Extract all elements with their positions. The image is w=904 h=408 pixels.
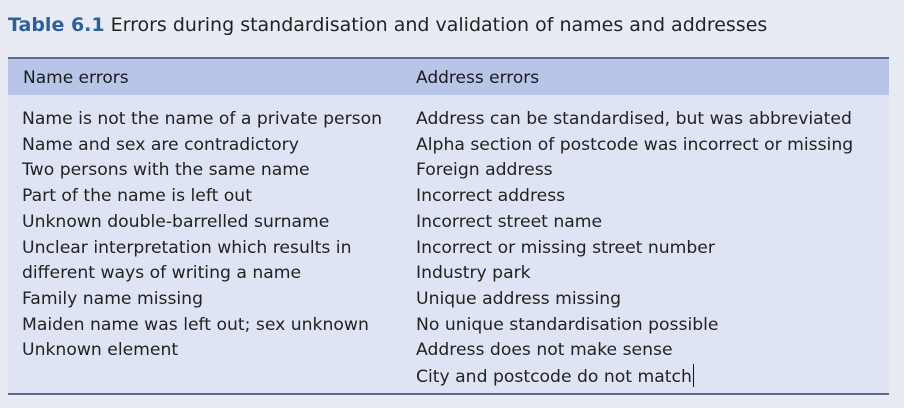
address-error-item: Address can be standardised, but was abbreviated [416, 109, 852, 129]
name-error-item: Part of the name is left out [22, 186, 252, 207]
name-error-item: Two persons with the same name [22, 160, 310, 181]
header-name-errors: Name errors [23, 68, 129, 88]
name-error-item: Maiden name was left out; sex unknown [22, 314, 369, 335]
table-header-row [8, 59, 889, 95]
address-error-item: No unique standardisation possible [416, 314, 719, 335]
name-error-item: Family name missing [22, 288, 203, 309]
address-error-item: Foreign address [416, 160, 553, 181]
address-error-item-last[interactable] [416, 364, 886, 391]
address-errors-column [416, 107, 886, 391]
table-caption [8, 12, 767, 38]
name-errors-column [22, 107, 402, 364]
address-error-item: Incorrect street name [416, 211, 603, 232]
name-error-item: Unknown double-barrelled surname [22, 211, 330, 232]
address-error-item: Alpha section of postcode was incorrect or missing [416, 134, 854, 155]
address-error-text: City and postcode do not match [416, 367, 692, 388]
table-title: Errors during standardisation and validation of names and addresses [110, 14, 768, 36]
text-cursor [693, 364, 694, 387]
address-error-item: Address does not make sense [416, 340, 673, 361]
header-address-errors: Address errors [416, 68, 540, 88]
address-error-item: Industry park [416, 263, 531, 284]
table-number: Table 6.1 [8, 14, 105, 36]
name-error-item: Name and sex are contradictory [22, 134, 299, 155]
name-error-item: Name is not the name of a private person [22, 109, 383, 129]
name-error-item: Unknown element [22, 340, 179, 361]
name-error-item: different ways of writing a name [22, 263, 302, 284]
address-error-item: Incorrect address [416, 186, 566, 207]
name-error-item: Unclear interpretation which results in [22, 237, 352, 258]
address-error-item: Unique address missing [416, 288, 622, 309]
address-error-item: Incorrect or missing street number [416, 237, 715, 258]
errors-table [8, 57, 889, 395]
